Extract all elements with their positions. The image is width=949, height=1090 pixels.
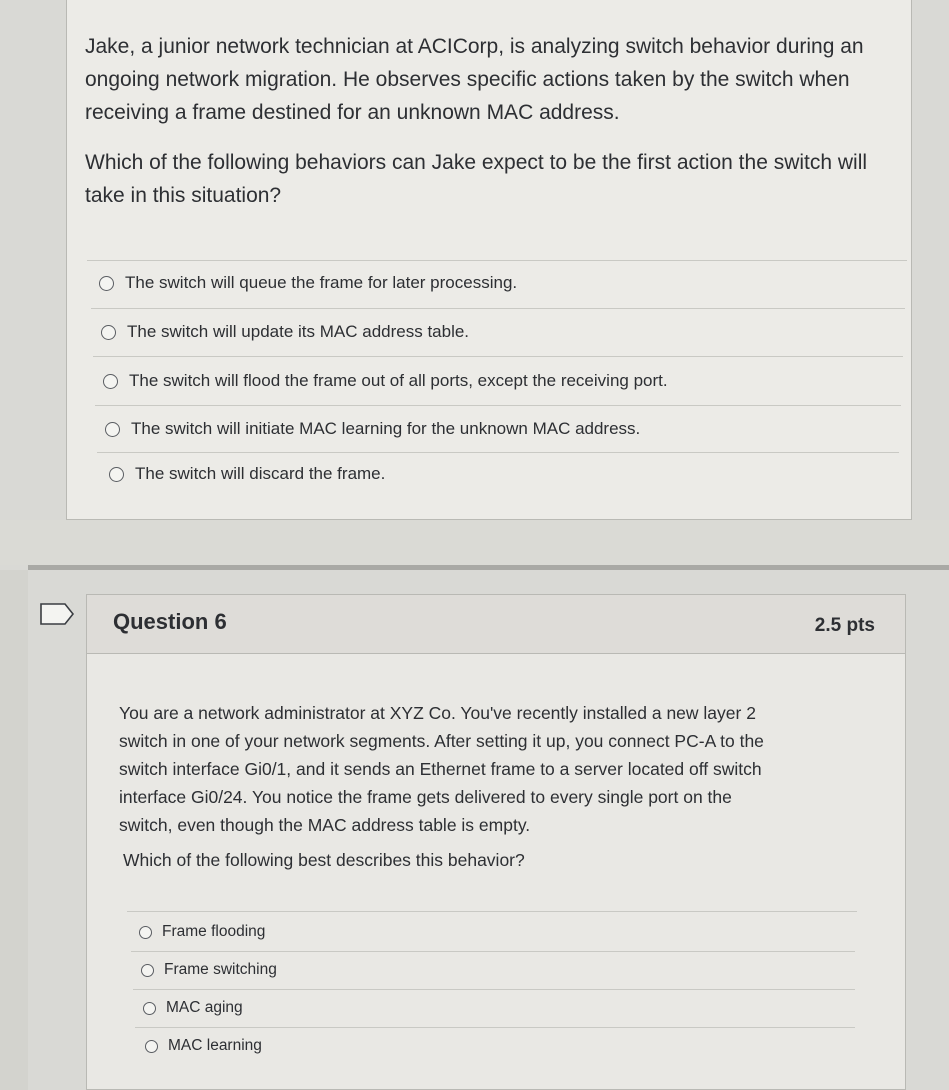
radio-button-icon[interactable]	[143, 1002, 156, 1015]
q5-prompt-line-2: take in this situation?	[85, 184, 282, 207]
radio-button-icon[interactable]	[101, 325, 116, 340]
q5-answer-label: The switch will discard the frame.	[135, 464, 386, 483]
q6-stem-line-3: switch interface Gi0/1, and it sends an Ethernet frame to a server located off switch	[119, 759, 762, 779]
q6-answer-label: MAC aging	[166, 999, 243, 1016]
q6-answer-option-1[interactable]	[139, 923, 265, 941]
answer-divider	[131, 951, 855, 952]
radio-button-icon[interactable]	[99, 276, 114, 291]
q6-stem-line-1: You are a network administrator at XYZ Co. You've recently installed a new layer 2	[119, 703, 756, 723]
q5-answer-option-1[interactable]	[99, 273, 517, 293]
q6-answer-option-2[interactable]	[141, 961, 277, 979]
radio-button-icon[interactable]	[103, 374, 118, 389]
left-rail	[0, 570, 28, 1090]
q5-stem-line-1: Jake, a junior network technician at ACICorp, is analyzing switch behavior during an	[85, 35, 864, 58]
answer-divider	[93, 356, 903, 357]
q6-stem-line-5: switch, even though the MAC address table is empty.	[119, 815, 531, 835]
q5-answer-option-4[interactable]	[105, 419, 640, 439]
answer-divider	[133, 989, 855, 990]
answer-divider	[135, 1027, 855, 1028]
radio-button-icon[interactable]	[145, 1040, 158, 1053]
section-gap	[0, 520, 949, 565]
answer-divider	[95, 405, 901, 406]
question-title: Question 6	[113, 609, 227, 634]
q6-divider	[127, 911, 857, 912]
q5-answer-label: The switch will flood the frame out of all ports, except the receiving port.	[129, 371, 668, 390]
q6-answer-option-3[interactable]	[143, 999, 243, 1017]
q5-answer-label: The switch will initiate MAC learning for the unknown MAC address.	[131, 419, 641, 438]
radio-button-icon[interactable]	[109, 467, 124, 482]
q5-answer-label: The switch will update its MAC address table.	[127, 322, 470, 341]
q6-stem-line-4: interface Gi0/24. You notice the frame gets delivered to every single port on the	[119, 787, 732, 807]
bookmark-icon[interactable]	[40, 603, 74, 630]
question-5-card	[66, 0, 912, 520]
radio-button-icon[interactable]	[141, 964, 154, 977]
q5-answer-label: The switch will queue the frame for later processing.	[125, 273, 518, 292]
question-6-header	[87, 595, 905, 654]
q6-answer-label: Frame flooding	[162, 923, 266, 940]
q5-stem-line-2: ongoing network migration. He observes specific actions taken by the switch when	[85, 68, 850, 91]
q5-answer-option-2[interactable]	[101, 322, 469, 342]
radio-button-icon[interactable]	[139, 926, 152, 939]
q5-prompt-line-1: Which of the following behaviors can Jake expect to be the first action the switch will	[85, 151, 868, 174]
q5-stem-line-3: receiving a frame destined for an unknown MAC address.	[85, 101, 620, 124]
section-separator-bar	[28, 565, 949, 570]
radio-button-icon[interactable]	[105, 422, 120, 437]
question-6-card	[86, 594, 906, 1090]
answer-divider	[97, 452, 899, 453]
question-points: 2.5 pts	[814, 615, 875, 636]
q6-stem-line-2: switch in one of your network segments. After setting it up, you connect PC-A to the	[119, 731, 764, 751]
q6-prompt: Which of the following best describes this behavior?	[123, 850, 525, 870]
q6-answer-option-4[interactable]	[145, 1037, 262, 1055]
q5-answer-option-5[interactable]	[109, 464, 385, 484]
q5-divider	[87, 260, 907, 261]
q5-answer-option-3[interactable]	[103, 371, 668, 391]
answer-divider	[91, 308, 905, 309]
q6-answer-label: Frame switching	[164, 961, 277, 978]
q6-answer-label: MAC learning	[168, 1037, 262, 1054]
